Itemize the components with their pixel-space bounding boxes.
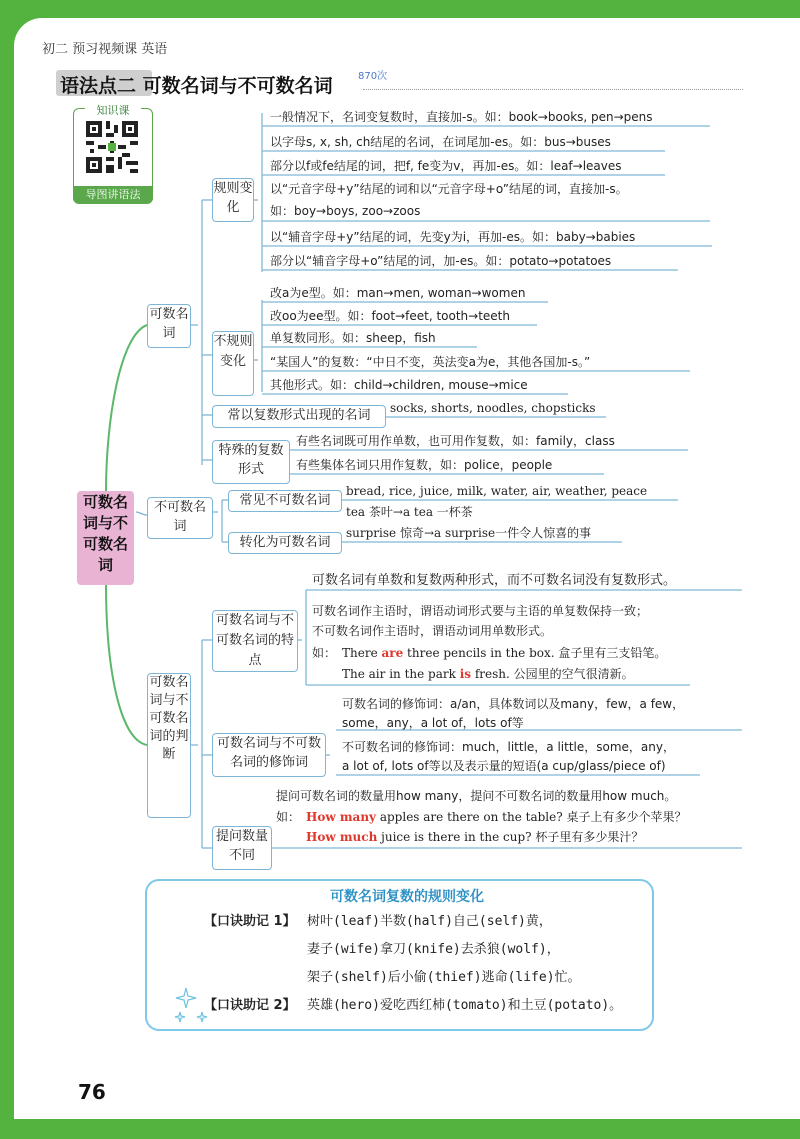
node-uncountable: 不可数名词	[147, 497, 213, 539]
root-node: 可数名词与不可数名词	[77, 491, 134, 585]
mnemonic-line-2: 妻子(wife)拿刀(knife)去杀狼(wolf)，	[307, 942, 560, 957]
rule-regular-6: 部分以“辅音字母+o”结尾的词，加-es。如：potato→potatoes	[270, 254, 612, 268]
qr-label-bottom: 导图讲语法	[73, 186, 153, 203]
node-modifiers: 可数名词与不可数名词的修饰词	[212, 733, 326, 777]
qr-label-top: 知识课	[85, 102, 141, 118]
mnemonic-title: 可数名词复数的规则变化	[330, 889, 484, 905]
rule-regular-5: 以“辅音字母+y”结尾的词，先变y为i，再加-es。如：baby→babies	[270, 230, 636, 244]
rule-regular-2: 以字母s, x, sh, ch结尾的名词，在词尾加-es。如：bus→buses	[270, 135, 611, 149]
rule-irregular-2: 改oo为ee型。如：foot→feet, tooth→teeth	[270, 309, 510, 323]
mnemonic-line-1: 树叶(leaf)半数(half)自己(self)黄，	[307, 914, 552, 929]
plural-only-examples: socks, shorts, noodles, chopsticks	[390, 401, 596, 415]
page-number: 76	[78, 1080, 106, 1104]
mnemonic-line-4: 英雄(hero)爱吃西红柿(tomato)和土豆(potato)。	[307, 998, 623, 1013]
question-line-1: 提问可数名词的数量用how many，提问不可数名词的数量用how much。	[276, 789, 677, 803]
bottom-bar	[0, 1119, 800, 1139]
modifier-countable-2: some，any，a lot of，lots of等	[342, 716, 524, 730]
node-judge: 可数名词与不可数名词的判断	[147, 673, 191, 818]
question-example-1: How many apples are there on the table? 桌子上有多少个苹果？	[306, 810, 687, 824]
modifier-countable-1: 可数名词的修饰词：a/an，具体数词以及many，few，a few，	[342, 697, 685, 711]
uncountable-examples: bread, rice, juice, milk, water, air, weather, peace	[346, 484, 648, 498]
mnemonic-tag-1: 【口诀助记 1】	[204, 914, 296, 929]
rule-regular-3: 部分以f或fe结尾的词，把f, fe变为v，再加-es。如：leaf→leaves	[270, 159, 622, 173]
node-regular: 规则变化	[212, 178, 254, 222]
question-ex-prefix: 如：	[276, 810, 301, 824]
feature-example-1: There are three pencils in the box. 盒子里有三支铅笔。	[342, 646, 667, 660]
section-tag: 语法点二	[60, 75, 137, 97]
rule-special-1: 有些名词既可用作单数，也可用作复数，如：family，class	[296, 434, 615, 448]
node-features: 可数名词与不可数名词的特点	[212, 610, 298, 672]
mnemonic-line-3: 架子(shelf)后小偷(thief)逃命(life)忙。	[307, 970, 581, 985]
node-special: 特殊的复数形式	[212, 440, 290, 484]
feature-line-3: 不可数名词作主语时，谓语动词用单数形式。	[312, 624, 553, 638]
section-heading: 可数名词与不可数名词	[142, 75, 333, 97]
node-countable: 可数名词	[147, 304, 191, 348]
question-example-2: How much juice is there in the cup? 杯子里有多少果汁？	[306, 830, 644, 844]
node-plural-only: 常以复数形式出现的名词	[212, 405, 386, 428]
breadcrumb: 初二 预习视频课 英语	[42, 42, 168, 57]
uncountable-tea: tea 茶叶→a tea 一杯茶	[346, 505, 473, 519]
modifier-uncountable-1: 不可数名词的修饰词：much，little，a little，some，any，	[342, 740, 675, 754]
rule-irregular-3: 单复数同形。如：sheep，fish	[270, 331, 436, 345]
rule-regular-1: 一般情况下，名词变复数时，直接加-s。如：book→books, pen→pens	[270, 110, 653, 124]
node-irregular: 不规则变化	[212, 331, 254, 396]
rule-irregular-4: “某国人”的复数：“中日不变，英法变a为e，其他各国加-s。”	[270, 355, 591, 369]
node-question: 提问数量不同	[212, 826, 272, 870]
rule-regular-4b: 如：boy→boys, zoo→zoos	[270, 204, 421, 218]
convert-example: surprise 惊奇→a surprise一件令人惊喜的事	[346, 526, 592, 540]
feature-example-2: The air in the park is fresh. 公园里的空气很清新。	[342, 667, 634, 681]
node-convert: 转化为可数名词	[228, 532, 342, 554]
node-common-uncountable: 常见不可数名词	[228, 490, 342, 512]
rule-irregular-5: 其他形式。如：child→children, mouse→mice	[270, 378, 528, 392]
rule-regular-4: 以“元音字母+y”结尾的词和以“元音字母+o”结尾的词，直接加-s。	[270, 182, 628, 196]
mnemonic-tag-2: 【口诀助记 2】	[204, 998, 296, 1013]
feature-ex-prefix: 如：	[312, 646, 337, 660]
rule-special-2: 有些集体名词只用作复数，如：police，people	[296, 458, 553, 472]
feature-line-2: 可数名词作主语时，谓语动词形式要与主语的单复数保持一致；	[312, 604, 649, 618]
feature-line-1: 可数名词有单数和复数两种形式，而不可数名词没有复数形式。	[312, 573, 677, 588]
view-count: 870次	[358, 71, 388, 82]
rule-irregular-1: 改a为e型。如：man→men, woman→women	[270, 286, 526, 300]
modifier-uncountable-2: a lot of, lots of等以及表示量的短语(a cup/glass/piece of)	[342, 759, 666, 773]
